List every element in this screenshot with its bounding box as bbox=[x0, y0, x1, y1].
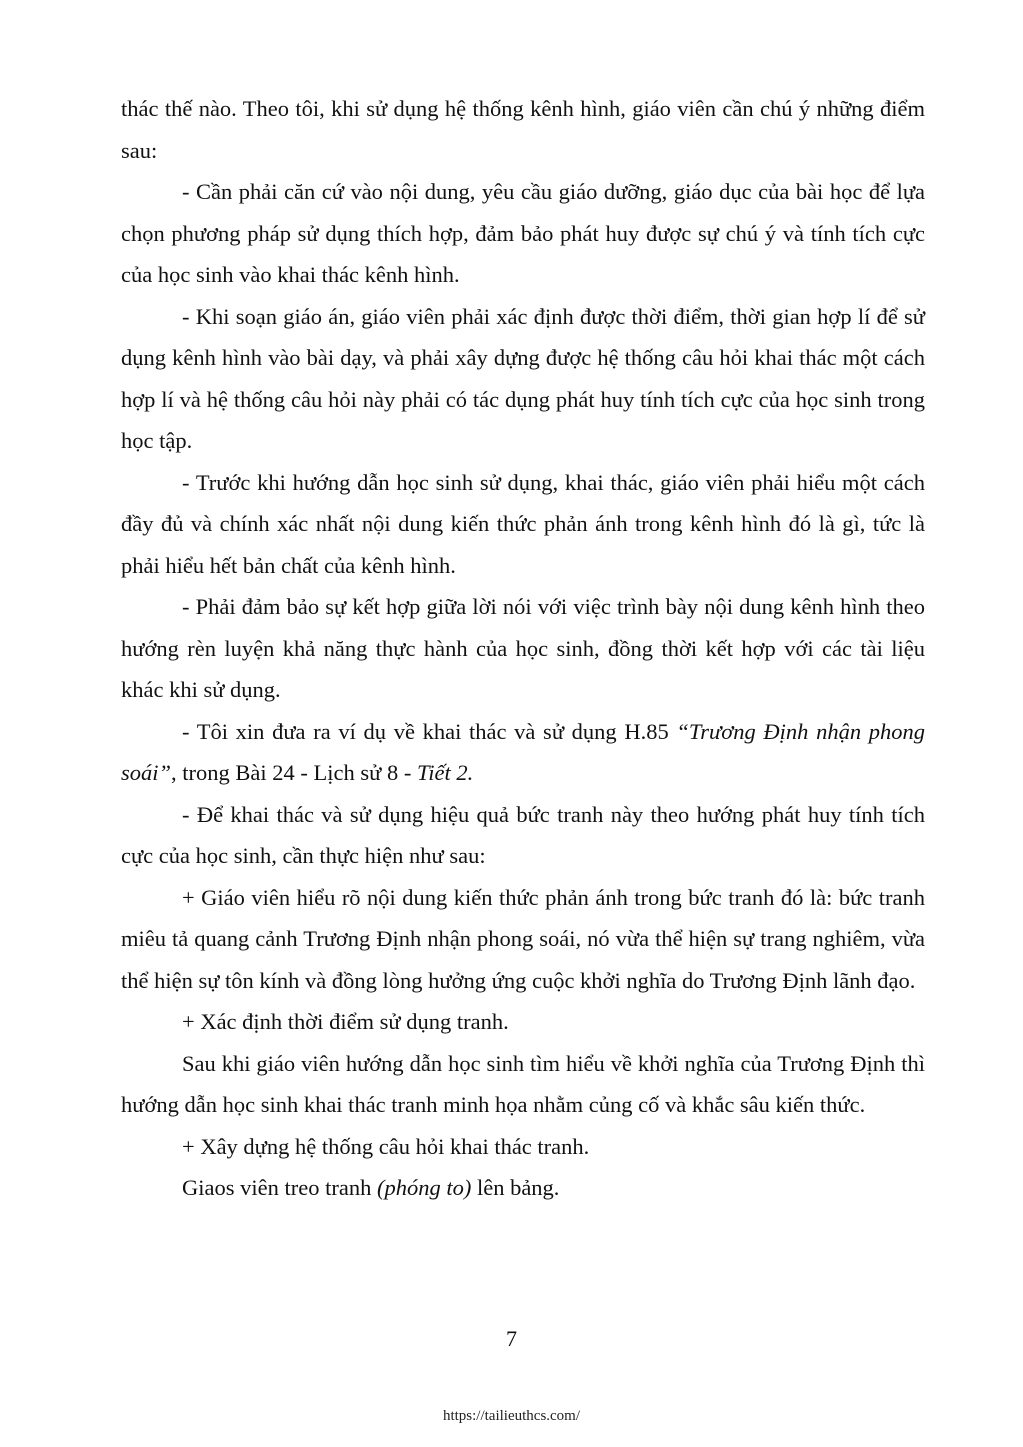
paragraph-12-text-a: Giaos viên treo tranh bbox=[182, 1175, 377, 1200]
painting-title: “Trương Định nhận phong soái” bbox=[121, 718, 925, 785]
paragraph-6 bbox=[121, 711, 925, 794]
paragraph-6-text-a: - Tôi xin đưa ra ví dụ về khai thác và sử dụng H.85 bbox=[182, 718, 677, 744]
paragraph-3: - Khi soạn giáo án, giáo viên phải xác định được thời điểm, thời gian hợp lí để sử dụng kênh hình vào bài dạy, và phải xây dựng được hệ thống câu hỏi khai thác một cách hợp lí và hệ thống câu hỏi này phải có tác dụng phát huy tính tích cực của học sinh trong học tập. bbox=[121, 303, 925, 453]
page-number: 7 bbox=[506, 1326, 517, 1351]
paragraph-11: + Xây dựng hệ thống câu hỏi khai thác tranh. bbox=[182, 1133, 590, 1159]
paragraph-12-text-b: lên bảng. bbox=[471, 1175, 560, 1200]
footer-url: https://tailieuthcs.com/ bbox=[442, 1408, 581, 1424]
document-body bbox=[121, 88, 925, 1209]
paragraph-2: - Cần phải căn cứ vào nội dung, yêu cầu giáo dưỡng, giáo dục của bài học để lựa chọn phương pháp sử dụng thích hợp, đảm bảo phát huy được sự chú ý và tính tích cực của học sinh vào khai thác kênh hình. bbox=[121, 179, 925, 287]
enlarged-note: (phóng to) bbox=[376, 1175, 472, 1200]
paragraph-12 bbox=[121, 1167, 925, 1209]
paragraph-4: - Trước khi hướng dẫn học sinh sử dụng, khai thác, giáo viên phải hiểu một cách đầy đủ và chính xác nhất nội dung kiến thức phản ánh trong kênh hình đó là gì, tức là phải hiểu hết bản chất của kênh hình. bbox=[121, 469, 925, 578]
paragraph-8: + Giáo viên hiểu rõ nội dung kiến thức phản ánh trong bức tranh đó là: bức tranh miêu tả quang cảnh Trương Định nhận phong soái, nó vừa thể hiện sự trang nghiêm, vừa thể hiện sự tôn kính và đồng lòng hưởng ứng cuộc khởi nghĩa do Trương Định lãnh đạo. bbox=[121, 884, 925, 993]
paragraph-10: Sau khi giáo viên hướng dẫn học sinh tìm hiểu về khởi nghĩa của Trương Định thì hướng dẫn học sinh khai thác tranh minh họa nhằm củng cố và khắc sâu kiến thức. bbox=[121, 1050, 925, 1117]
paragraph-6-text-b: , trong Bài 24 - Lịch sử 8 - bbox=[171, 760, 417, 785]
lesson-period: Tiết 2. bbox=[416, 760, 474, 785]
paragraph-5: - Phải đảm bảo sự kết hợp giữa lời nói với việc trình bày nội dung kênh hình theo hướng rèn luyện khả năng thực hành của học sinh, đồng thời kết hợp với các tài liệu khác khi sử dụng. bbox=[121, 594, 925, 702]
paragraph-1: thác thế nào. Theo tôi, khi sử dụng hệ thống kênh hình, giáo viên cần chú ý những điểm sau: bbox=[121, 96, 925, 163]
paragraph-7: - Để khai thác và sử dụng hiệu quả bức tranh này theo hướng phát huy tính tích cực của học sinh, cần thực hiện như sau: bbox=[121, 801, 925, 868]
paragraph-9: + Xác định thời điểm sử dụng tranh. bbox=[182, 1009, 509, 1034]
